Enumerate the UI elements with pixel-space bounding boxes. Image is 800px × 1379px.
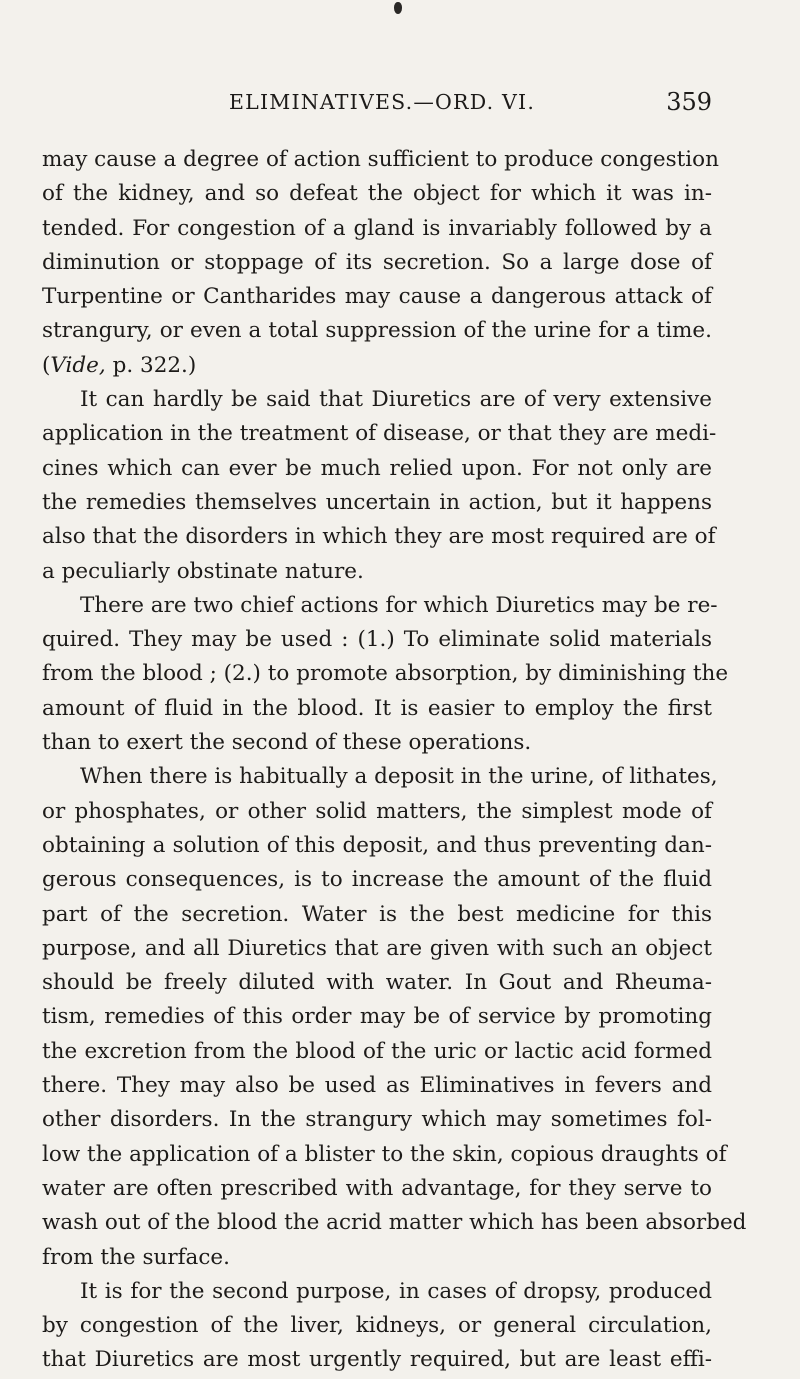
text-line: obtaining a solution of this deposit, and thus preventing dan- <box>42 832 712 858</box>
text-line: of the kidney, and so defeat the object for which it was in- <box>42 181 712 207</box>
text-line: by congestion of the liver, kidneys, or general circulation, <box>42 1313 712 1339</box>
text-line: Turpentine or Cantharides may cause a dangerous attack of <box>42 284 712 310</box>
vide-italic: Vide, <box>50 352 106 378</box>
text-line: low the application of a blister to the skin, copious draughts of <box>42 1141 727 1167</box>
text-line: should be freely diluted with water. In Gout and Rheuma- <box>42 970 712 996</box>
paragraph-first-line: There are two chief actions for which Diuretics may be re- <box>80 592 718 618</box>
text-line: the remedies themselves uncertain in action, but it happens <box>42 489 712 515</box>
vide-open-paren: ( <box>42 352 51 378</box>
text-line: also that the disorders in which they are most required are of <box>42 524 716 550</box>
text-line: the excretion from the blood of the uric or lactic acid formed <box>42 1038 712 1064</box>
text-line: part of the secretion. Water is the best medicine for this <box>42 901 712 927</box>
text-line-vide <box>42 349 712 383</box>
text-line: amount of fluid in the blood. It is easier to employ the first <box>42 695 712 721</box>
text-line: may cause a degree of action sufficient to produce congestion <box>42 147 719 172</box>
text-line: diminution or stoppage of its secretion. So a large dose of <box>42 249 712 275</box>
body-text <box>42 143 747 1378</box>
paragraph-first-line: It can hardly be said that Diuretics are of very extensive <box>80 387 712 413</box>
text-line: wash out of the blood the acrid matter which has been absorbed <box>42 1210 747 1236</box>
text-line: application in the treatment of disease, or that they are medi- <box>42 421 717 447</box>
text-line: than to exert the second of these operations. <box>42 730 532 756</box>
vide-reference: p. 322.) <box>112 352 197 378</box>
ink-speck <box>394 2 402 14</box>
text-line: cines which can ever be much relied upon. For not only are <box>42 455 712 481</box>
text-line: other disorders. In the strangury which may sometimes fol- <box>42 1107 712 1133</box>
text-line: from the surface. <box>42 1244 230 1270</box>
text-line: from the blood ; (2.) to promote absorption, by diminishing the <box>42 661 729 687</box>
paragraph-first-line: It is for the second purpose, in cases of dropsy, produced <box>80 1278 712 1304</box>
text-line: that Diuretics are most urgently required, but are least effi- <box>42 1347 712 1373</box>
page-number: 359 <box>666 88 712 116</box>
text-line: tism, remedies of this order may be of service by promoting <box>42 1004 712 1030</box>
text-line: purpose, and all Diuretics that are given with such an object <box>42 935 712 961</box>
paragraph-first-line: When there is habitually a deposit in the urine, of lithates, <box>80 764 718 790</box>
text-line: tended. For congestion of a gland is invariably followed by a <box>42 215 712 241</box>
text-line: there. They may also be used as Eliminatives in fevers and <box>42 1073 712 1099</box>
text-line: gerous consequences, is to increase the amount of the fluid <box>42 867 712 893</box>
running-head-title: ELIMINATIVES.—ORD. VI. <box>229 90 536 114</box>
text-line: water are often prescribed with advantage, for they serve to <box>42 1175 712 1201</box>
text-line: quired. They may be used : (1.) To eliminate solid materials <box>42 627 712 653</box>
running-head <box>0 86 800 118</box>
text-line: strangury, or even a total suppression of the urine for a time. <box>42 318 712 344</box>
text-line: a peculiarly obstinate nature. <box>42 558 364 584</box>
text-line: or phosphates, or other solid matters, the simplest mode of <box>42 798 712 824</box>
